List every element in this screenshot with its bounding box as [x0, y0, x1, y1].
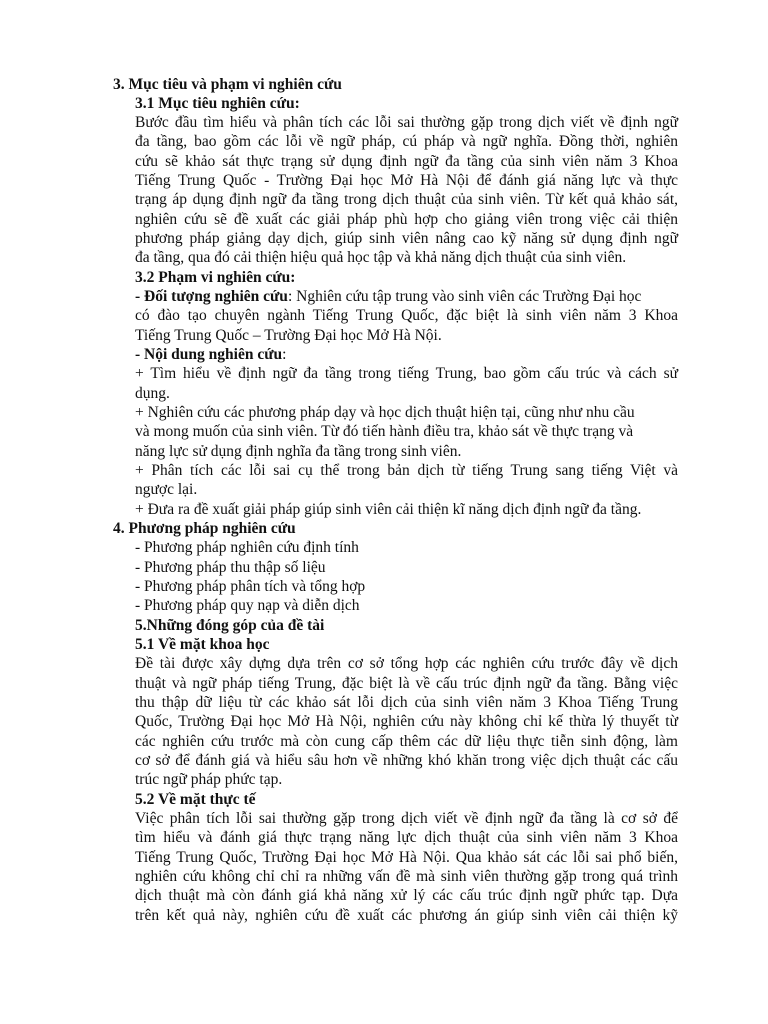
paragraph-line: tìm hiểu và đánh giá thực trạng năng lực dịch thuật của sinh viên năm 3 Khoa	[135, 829, 678, 846]
paragraph-line: Đề tài được xây dựng dựa trên cơ sở tổng hợp các nghiên cứu trước đây về dịch	[135, 655, 678, 672]
paragraph-line: phương pháp giảng dạy dịch, giúp sinh viên nâng cao kỹ năng sử dụng định ngữ	[135, 230, 678, 247]
paragraph-line: các nghiên cứu trước mà còn cung cấp thêm các dữ liệu thực tiễn sinh động, làm	[135, 733, 678, 750]
section-5-1-heading: 5.1 Về mặt khoa học	[135, 636, 270, 653]
list-item: năng lực sử dụng định nghĩa đa tầng trong sinh viên.	[135, 443, 462, 460]
list-item: + Tìm hiểu về định ngữ đa tầng trong tiếng Trung, bao gồm cấu trúc và cách sử	[135, 365, 678, 382]
section-4-heading: 4. Phương pháp nghiên cứu	[113, 520, 296, 537]
content-colon: :	[282, 346, 287, 363]
section-3-1-heading: 3.1 Mục tiêu nghiên cứu:	[135, 95, 300, 112]
list-item: + Đưa ra đề xuất giải pháp giúp sinh viên cải thiện kĩ năng dịch định ngữ đa tầng.	[135, 501, 642, 518]
paragraph-line: Việc phân tích lỗi sai thường gặp trong dịch viết về định ngữ đa tầng là cơ sở để	[135, 810, 678, 827]
paragraph-line: đa tầng, bao gồm các lỗi về ngữ pháp, cú pháp và ngữ nghĩa. Đồng thời, nghiên	[135, 133, 678, 150]
paragraph-line: dịch thuật mà còn đánh giá khả năng xử lý các cấu trúc định ngữ phức tạp. Dựa	[135, 887, 678, 904]
section-5-2-heading: 5.2 Về mặt thực tế	[135, 791, 256, 808]
paragraph-line: Tiếng Trung Quốc - Trường Đại học Mở Hà Nội để đánh giá năng lực và thực	[135, 172, 678, 189]
list-item: + Nghiên cứu các phương pháp dạy và học dịch thuật hiện tại, cũng như nhu cầu	[135, 404, 635, 421]
paragraph-line: nghiên cứu sẽ đề xuất các giải pháp phù hợp cho giảng viên trong việc cải thiện	[135, 211, 678, 228]
paragraph-line: Bước đầu tìm hiểu và phân tích các lỗi sai thường gặp trong dịch viết về định ngữ	[135, 114, 678, 131]
paragraph-line: cứu sẽ khảo sát thực trạng sử dụng định ngữ đa tầng của sinh viên năm 3 Khoa	[135, 153, 678, 170]
section-3-2-heading: 3.2 Phạm vi nghiên cứu:	[135, 269, 296, 286]
list-item: + Phân tích các lỗi sai cụ thể trong bản dịch từ tiếng Trung sang tiếng Việt và	[135, 462, 678, 479]
content-label: - Nội dung nghiên cứu	[135, 346, 283, 363]
subject-text: : Nghiên cứu tập trung vào sinh viên các Trường Đại học	[287, 288, 642, 305]
method-item: - Phương pháp nghiên cứu định tính	[135, 539, 359, 556]
paragraph-line: thu thập dữ liệu từ các khảo sát lỗi dịch của sinh viên năm 3 Khoa Tiếng Trung	[135, 694, 678, 711]
list-item: và mong muốn của sinh viên. Từ đó tiến hành điều tra, khảo sát về thực trạng và	[135, 423, 634, 440]
list-item: dụng.	[135, 385, 170, 402]
method-item: - Phương pháp phân tích và tổng hợp	[135, 578, 366, 595]
paragraph-line: Tiếng Trung Quốc – Trường Đại học Mở Hà Nội.	[135, 327, 442, 344]
content-line	[135, 345, 286, 364]
paragraph-line: trên kết quả này, nghiên cứu đề xuất các phương án giúp sinh viên cải thiện kỹ	[135, 907, 678, 924]
paragraph-line: nghiên cứu không chỉ chỉ ra những vấn đề mà sinh viên thường gặp trong quá trình	[135, 868, 678, 885]
subject-line	[135, 287, 641, 306]
section-3-heading: 3. Mục tiêu và phạm vi nghiên cứu	[113, 76, 342, 93]
method-item: - Phương pháp quy nạp và diễn dịch	[135, 597, 360, 614]
paragraph-line: đa tầng, qua đó cải thiện hiệu quả học tập và khả năng dịch thuật của sinh viên.	[135, 249, 627, 266]
paragraph-line: trúc ngữ pháp phức tạp.	[135, 771, 283, 788]
paragraph-line: Tiếng Trung Quốc, Trường Đại học Mở Hà Nội. Qua khảo sát các lỗi sai phổ biến,	[135, 849, 678, 866]
section-5-heading: 5.Những đóng góp của đề tài	[135, 617, 325, 634]
method-item: - Phương pháp thu thập số liệu	[135, 559, 326, 576]
paragraph-line: cơ sở để đánh giá và hiểu sâu hơn về những khó khăn trong việc dịch thuật các cấu	[135, 752, 678, 769]
paragraph-line: Quốc, Trường Đại học Mở Hà Nội, nghiên cứu này không chỉ kế thừa lý thuyết từ	[135, 713, 678, 730]
paragraph-line: thuật và ngữ pháp tiếng Trung, đặc biệt là về cấu trúc định ngữ đa tầng. Bằng việc	[135, 675, 678, 692]
paragraph-line: có đào tạo chuyên ngành Tiếng Trung Quốc, đặc biệt là sinh viên năm 3 Khoa	[135, 307, 678, 324]
list-item: ngược lại.	[135, 481, 198, 498]
subject-label: - Đối tượng nghiên cứu	[135, 288, 288, 305]
paragraph-line: trạng áp dụng định ngữ đa tầng trong dịch thuật của sinh viên. Từ kết quả khảo sát,	[135, 191, 678, 208]
